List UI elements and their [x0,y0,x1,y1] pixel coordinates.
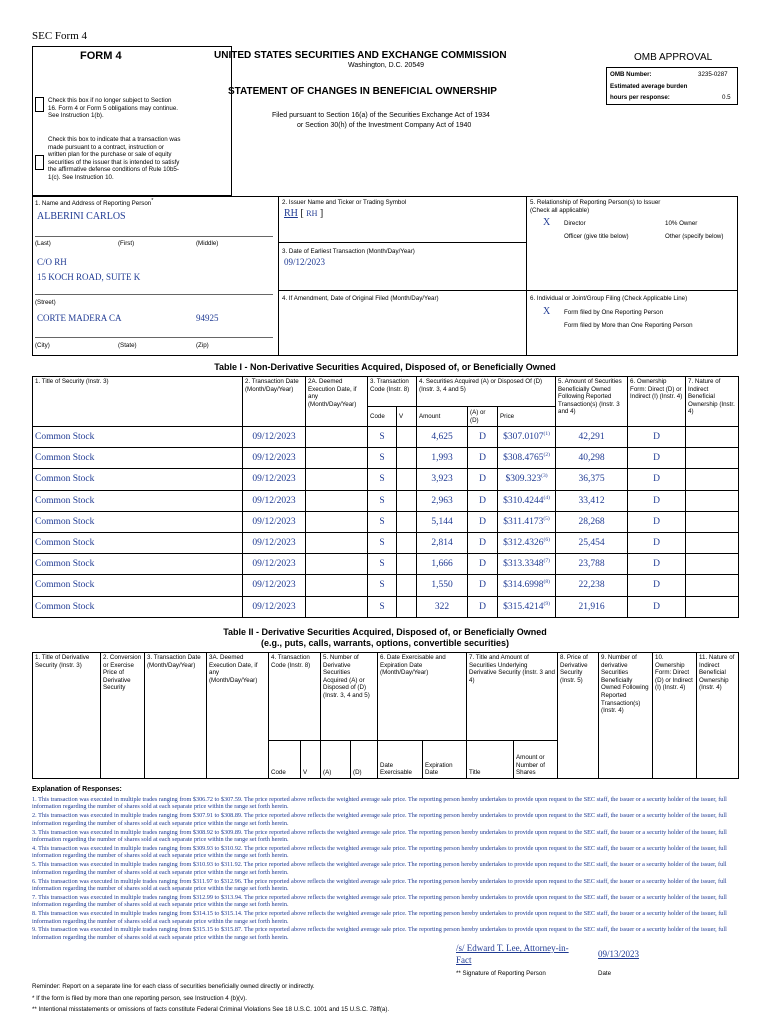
t1-security: Common Stock [33,575,243,596]
t1-deemed [306,469,368,490]
t1-price [498,448,556,469]
t2-h-underlying: 7. Title and Amount of Securities Underlying Derivative Security (Instr. 3 and 4) [467,653,558,741]
ticker-close: ] [319,208,324,219]
t1-code: S [368,532,397,553]
t1-code: S [368,490,397,511]
box3-label: 3. Date of Earliest Transaction (Month/Day/Year) [282,248,415,255]
explanation-item: 5. This transaction was executed in multiple trades ranging from $310.93 to $311.92. The price reported above reflects the weighted average sale price. The reporting person hereby undertakes to provide upon request to the SEC staff, the issuer or a security holder of the issuer, full information regarding the number of shares sold at each separate price within the range set forth herein. [32,861,727,876]
t1-deemed [306,575,368,596]
t1-date: 09/12/2023 [243,511,306,532]
explanation-item: 7. This transaction was executed in multiple trades ranging from $312.99 to $313.94. The price reported above reflects the weighted average sale price. The reporting person hereby undertakes to provide upon request to the SEC staff, the issuer or a security holder of the issuer, full information regarding the number of shares sold at each separate price within the range set forth herein. [32,893,727,909]
t1-amount: 3,923 [417,469,468,490]
explanation-item: 1. This transaction was executed in multiple trades ranging from $306.72 to $307.59. The price reported above reflects the weighted average sale price. The reporting person hereby undertakes to provide upon request to the SEC staff, the issuer or a security holder of the issuer, full information regarding the number of shares sold at each separate price within the range set forth herein. [32,796,727,811]
table-row [33,511,739,532]
filed-pursuant-1: Filed pursuant to Section 16(a) of the Securities Exchange Act of 1934 [272,112,490,119]
explanation-item: 6. This transaction was executed in multiple trades ranging from $311.97 to $312.96. The price reported above reflects the weighted average sale price. The reporting person hereby undertakes to provide upon request to the SEC staff, the issuer or a security holder of the issuer, full information regarding the number of shares sold at each separate price within the range set forth herein. [32,877,727,892]
no-longer-subject-checkbox[interactable] [35,97,44,112]
t1-amount: 1,993 [417,448,468,469]
state-label: (State) [118,342,137,349]
t1-date: 09/12/2023 [243,448,306,469]
t1-v [397,490,417,511]
middle-label: (Middle) [196,240,219,247]
t2-h-title: 1. Title of Derivative Security (Instr. 3) [33,653,101,779]
t1-date: 09/12/2023 [243,596,306,617]
t1-ad: D [468,532,498,553]
t1-ad: D [468,469,498,490]
t1-code: S [368,448,397,469]
statement-title: STATEMENT OF CHANGES IN BENEFICIAL OWNERSHIP [228,86,497,97]
t2-h-owned: 9. Number of derivative Securities Beneficially Owned Following Reported Transaction(s) (Instr. 4) [599,653,653,779]
t1-nature [686,511,739,532]
t1-h-code-sub: Code [368,407,397,427]
t1-ad: D [468,427,498,448]
earliest-transaction-date[interactable]: 09/12/2023 [284,257,326,267]
t1-amount: 1,666 [417,554,468,575]
t2-h-expiration-sub: Expiration Date [423,741,467,779]
t1-ad: D [468,511,498,532]
ten-percent-label: 10% Owner [665,220,698,227]
t1-code: S [368,511,397,532]
t1-security: Common Stock [33,427,243,448]
t2-h-price: 8. Price of Derivative Security (Instr. 5) [558,653,599,779]
t2-h-code-sub: Code [269,741,301,779]
signature-date[interactable]: 09/13/2023 [598,949,640,959]
zip-value[interactable]: 94925 [196,313,219,323]
t1-form: D [628,554,686,575]
first-label: (First) [118,240,135,247]
t1-code: S [368,596,397,617]
one-person-label: Form filed by One Reporting Person [564,309,664,316]
footnote-ref[interactable]: (5) [543,515,550,522]
box5-sublabel: (Check all applicable) [530,207,590,214]
t1-v [397,532,417,553]
table-row [33,532,739,553]
t1-deemed [306,490,368,511]
t1-h-v-sub: V [397,407,417,427]
explanation-item: 4. This transaction was executed in multiple trades ranging from $309.93 to $310.92. The price reported above reflects the weighted average sale price. The reporting person hereby undertakes to provide upon request to the SEC staff, the issuer or a security holder of the issuer, full information regarding the number of shares sold at each separate price within the range set forth herein. [32,844,727,860]
t1-owned: 21,916 [556,596,628,617]
t1-price [498,532,556,553]
footnote-ref[interactable]: (8) [543,579,550,586]
t1-deemed [306,532,368,553]
t1-h-form: 6. Ownership Form: Direct (D) or Indirect (I) (Instr. 4) [628,377,686,427]
t1-h-owned: 5. Amount of Securities Beneficially Owned Following Reported Transaction(s) (Instr. 3 and 4) [556,377,628,427]
t1-price [498,427,556,448]
explanation-item: 9. This transaction was executed in multiple trades ranging from $315.15 to $315.87. The price reported above reflects the weighted average sale price. The reporting person hereby undertakes to provide upon request to the SEC staff, the issuer or a security holder of the issuer, full information regarding the number of shares sold at each separate price within the range set forth herein. [32,926,727,941]
t1-owned: 23,788 [556,554,628,575]
t1-form: D [628,511,686,532]
t1-date: 09/12/2023 [243,490,306,511]
t1-code: S [368,427,397,448]
t1-date: 09/12/2023 [243,575,306,596]
t1-owned: 40,298 [556,448,628,469]
t1-form: D [628,448,686,469]
t1-amount: 4,625 [417,427,468,448]
t2-h-code: 4. Transaction Code (Instr. 8) [269,653,321,741]
t1-ad: D [468,490,498,511]
t1-ad: D [468,448,498,469]
t1-h-title: 1. Title of Security (Instr. 3) [33,377,243,427]
t1-price [498,575,556,596]
footnote-ref[interactable]: (6) [543,536,550,543]
price-value: $315.4214 [503,601,544,612]
t1-code: S [368,469,397,490]
t1-amount: 2,963 [417,490,468,511]
t2-h-number: 5. Number of Derivative Securities Acquired (A) or Disposed of (D) (Instr. 3, 4 and 5) [321,653,378,741]
t1-v [397,469,417,490]
t1-owned: 42,291 [556,427,628,448]
t1-nature [686,532,739,553]
t1-security: Common Stock [33,554,243,575]
t1-h-acquired: 4. Securities Acquired (A) or Disposed Of (D) (Instr. 3, 4 and 5) [417,377,556,407]
t1-deemed [306,448,368,469]
t1-amount: 1,550 [417,575,468,596]
signature-label: ** Signature of Reporting Person [456,970,546,977]
t1-code: S [368,575,397,596]
t1-form: D [628,532,686,553]
t1-form: D [628,427,686,448]
t1-h-amount-sub: Amount [417,407,468,427]
t2-h-a-sub: (A) [321,741,351,779]
t1-amount: 5,144 [417,511,468,532]
officer-label: Officer (give title below) [564,233,629,240]
ticker-symbol[interactable]: RH [306,209,318,218]
omb-hours-label: hours per response: [610,94,670,101]
commission-title: UNITED STATES SECURITIES AND EXCHANGE COMMISSION [214,50,507,61]
t1-security: Common Stock [33,596,243,617]
footnote-ref[interactable]: (1) [543,430,550,437]
t1-amount: 322 [417,596,468,617]
t2-h-form: 10. Ownership Form: Direct (D) or Indirect (I) (Instr. 4) [653,653,697,779]
t2-h-amount-sub: Amount or Number of Shares [514,741,558,779]
table2 [32,652,739,779]
t1-price [498,511,556,532]
t1-owned: 22,238 [556,575,628,596]
table-row [33,490,739,511]
t1-price [498,469,556,490]
table-row [33,427,739,448]
footnote-2: ** Intentional misstatements or omissions of facts constitute Federal Criminal Violations See 18 U.S.C. 1001 and 15 U.S.C. 78ff(a). [32,1006,390,1013]
t1-price [498,554,556,575]
t2-h-date: 3. Transaction Date (Month/Day/Year) [145,653,207,779]
t1-nature [686,469,739,490]
t1-h-date: 2. Transaction Date (Month/Day/Year) [243,377,306,427]
t1-ad: D [468,596,498,617]
t1-nature [686,448,739,469]
director-check[interactable]: X [543,217,551,228]
t1-h-price-sub: Price [498,407,556,427]
t1-security: Common Stock [33,469,243,490]
t1-v [397,575,417,596]
table1 [32,376,739,618]
explanation-item: 2. This transaction was executed in multiple trades ranging from $307.91 to $308.89. The price reported above reflects the weighted average sale price. The reporting person hereby undertakes to provide upon request to the SEC staff, the issuer or a security holder of the issuer, full information regarding the number of shares sold at each separate price within the range set forth herein. [32,812,727,827]
sec-form-label: SEC Form 4 [32,30,88,42]
city-value[interactable]: CORTE MADERA CA [37,313,122,323]
t1-price [498,596,556,617]
table-row [33,596,739,617]
t1-nature [686,554,739,575]
t1-deemed [306,427,368,448]
omb-number-value: 3235-0287 [698,71,728,78]
checkbox1-text: Check this box if no longer subject to Section 16. Form 4 or Form 5 obligations may continue. See Instruction 1(b). [48,97,178,120]
table2-subtitle: (e.g., puts, calls, warrants, options, convertible securities) [260,638,510,648]
table2-title: Table II - Derivative Securities Acquired, Disposed of, or Beneficially Owned [223,627,547,637]
t1-nature [686,427,739,448]
signature-value[interactable]: /s/ Edward T. Lee, Attorney-in-Fact [456,943,569,965]
t2-h-deemed: 3A. Deemed Execution Date, if any (Month/Day/Year) [207,653,269,779]
other-label: Other (specify below) [665,233,724,240]
t1-price [498,490,556,511]
checkbox2-text: Check this box to indicate that a transaction was made pursuant to a contract, instruction or written plan for the purchase or sale of equity securities of the issuer that is intended to satisfy the affirmative defense conditions of Rule 10b5-1(c). See Instruction 10. [48,136,181,181]
t1-date: 09/12/2023 [243,427,306,448]
t1-date: 09/12/2023 [243,532,306,553]
t1-deemed [306,554,368,575]
street-label: (Street) [35,299,56,306]
price-value: $308.4765 [503,453,544,464]
t1-form: D [628,469,686,490]
address-line1[interactable]: C/O RH [37,257,67,267]
address-line2[interactable]: 15 KOCH ROAD, SUITE K [37,272,141,282]
t2-h-exercisable: 6. Date Exercisable and Expiration Date (Month/Day/Year) [378,653,467,741]
explanation-label: Explanation of Responses: [32,786,122,793]
t1-security: Common Stock [33,532,243,553]
price-value: $312.4326 [503,538,544,549]
t1-ad: D [468,575,498,596]
price-value: $307.0107 [503,432,544,443]
t1-owned: 36,375 [556,469,628,490]
t1-nature [686,575,739,596]
t1-security: Common Stock [33,448,243,469]
omb-title: OMB APPROVAL [634,52,713,63]
footnote-ref[interactable]: (4) [543,494,550,501]
t2-h-v-sub: V [301,741,321,779]
t1-h-code: 3. Transaction Code (Instr. 8) [368,377,417,407]
t2-h-d-sub: (D) [351,741,378,779]
omb-burden-label: Estimated average burden [610,83,688,90]
price-value: $310.4244 [503,495,544,506]
t1-h-ad-sub: (A) or (D) [468,407,498,427]
t2-h-title-sub: Title [467,741,514,779]
filed-pursuant-2: or Section 30(h) of the Investment Company Act of 1940 [297,122,472,129]
footnote-1: * If the form is filed by more than one reporting person, see Instruction 4 (b)(v). [32,995,247,1002]
price-value: $314.6998 [503,580,544,591]
date-label: Date [598,970,612,977]
t1-security: Common Stock [33,490,243,511]
footnote-ref[interactable]: (7) [543,558,550,565]
reporting-person-name[interactable]: ALBERINI CARLOS [37,211,126,222]
zip-label: (Zip) [196,342,209,349]
t1-deemed [306,596,368,617]
t1-code: S [368,554,397,575]
t1-date: 09/12/2023 [243,469,306,490]
t1-date: 09/12/2023 [243,554,306,575]
t1-form: D [628,575,686,596]
t1-v [397,596,417,617]
table1-title: Table I - Non-Derivative Securities Acquired, Disposed of, or Beneficially Owned [214,362,556,372]
box4-label: 4. If Amendment, Date of Original Filed (Month/Day/Year) [282,295,439,302]
t1-owned: 28,268 [556,511,628,532]
t1-deemed [306,511,368,532]
director-label: Director [564,220,586,227]
t1-v [397,554,417,575]
price-value: $309.323 [505,474,542,485]
t1-h-deemed: 2A. Deemed Execution Date, if any (Month/Day/Year) [306,377,368,427]
t1-nature [686,596,739,617]
table-row [33,448,739,469]
t1-form: D [628,596,686,617]
t1-owned: 25,454 [556,532,628,553]
t1-nature [686,490,739,511]
one-person-check[interactable]: X [543,306,551,317]
t1-v [397,427,417,448]
more-persons-label: Form filed by More than One Reporting Person [564,322,693,329]
price-value: $313.3348 [503,559,544,570]
box5-label: 5. Relationship of Reporting Person(s) to Issuer [530,199,661,206]
t2-h-conversion: 2. Conversion or Exercise Price of Derivative Security [101,653,145,779]
t1-v [397,511,417,532]
issuer-name[interactable] [284,208,323,219]
omb-hours-value: 0.5 [722,94,731,101]
city-label: (City) [35,342,50,349]
issuer-name-text[interactable]: RH [284,208,298,219]
box6-label: 6. Individual or Joint/Group Filing (Check Applicable Line) [530,295,688,302]
last-label: (Last) [35,240,51,247]
footnote-ref[interactable]: (2) [543,452,550,459]
explanation-item: 8. This transaction was executed in multiple trades ranging from $314.15 to $315.14. The price reported above reflects the weighted average sale price. The reporting person hereby undertakes to provide upon request to the SEC staff, the issuer or a security holder of the issuer, full information regarding the number of shares sold at each separate price within the range set forth herein. [32,910,727,925]
t2-h-nature: 11. Nature of Indirect Beneficial Ownership (Instr. 4) [697,653,739,779]
ticker-open: [ [300,208,304,219]
table-row [33,469,739,490]
box1-label: 1. Name and Address of Reporting Person* [35,197,154,207]
t1-v [397,448,417,469]
t2-h-exercisable-sub: Date Exercisable [378,741,423,779]
footnote-ref[interactable]: (3) [541,473,548,480]
explanation-item: 3. This transaction was executed in multiple trades ranging from $308.92 to $309.89. The price reported above reflects the weighted average sale price. The reporting person hereby undertakes to provide upon request to the SEC staff, the issuer or a security holder of the issuer, full information regarding the number of shares sold at each separate price within the range set forth herein. [32,828,727,843]
reminder: Reminder: Report on a separate line for each class of securities beneficially owned directly or indirectly. [32,983,315,990]
t1-h-nature: 7. Nature of Indirect Beneficial Ownership (Instr. 4) [686,377,739,427]
form-title: FORM 4 [80,50,122,62]
table-row [33,575,739,596]
omb-number-label: OMB Number: [610,71,652,78]
price-value: $311.4173 [503,516,544,527]
table-row [33,554,739,575]
location: Washington, D.C. 20549 [348,62,425,69]
t1-ad: D [468,554,498,575]
t1-form: D [628,490,686,511]
t1-owned: 33,412 [556,490,628,511]
footnote-ref[interactable]: (9) [543,600,550,607]
rule-10b5-1-checkbox[interactable] [35,155,44,170]
t1-security: Common Stock [33,511,243,532]
box2-label: 2. Issuer Name and Ticker or Trading Symbol [282,199,407,206]
t1-amount: 2,814 [417,532,468,553]
